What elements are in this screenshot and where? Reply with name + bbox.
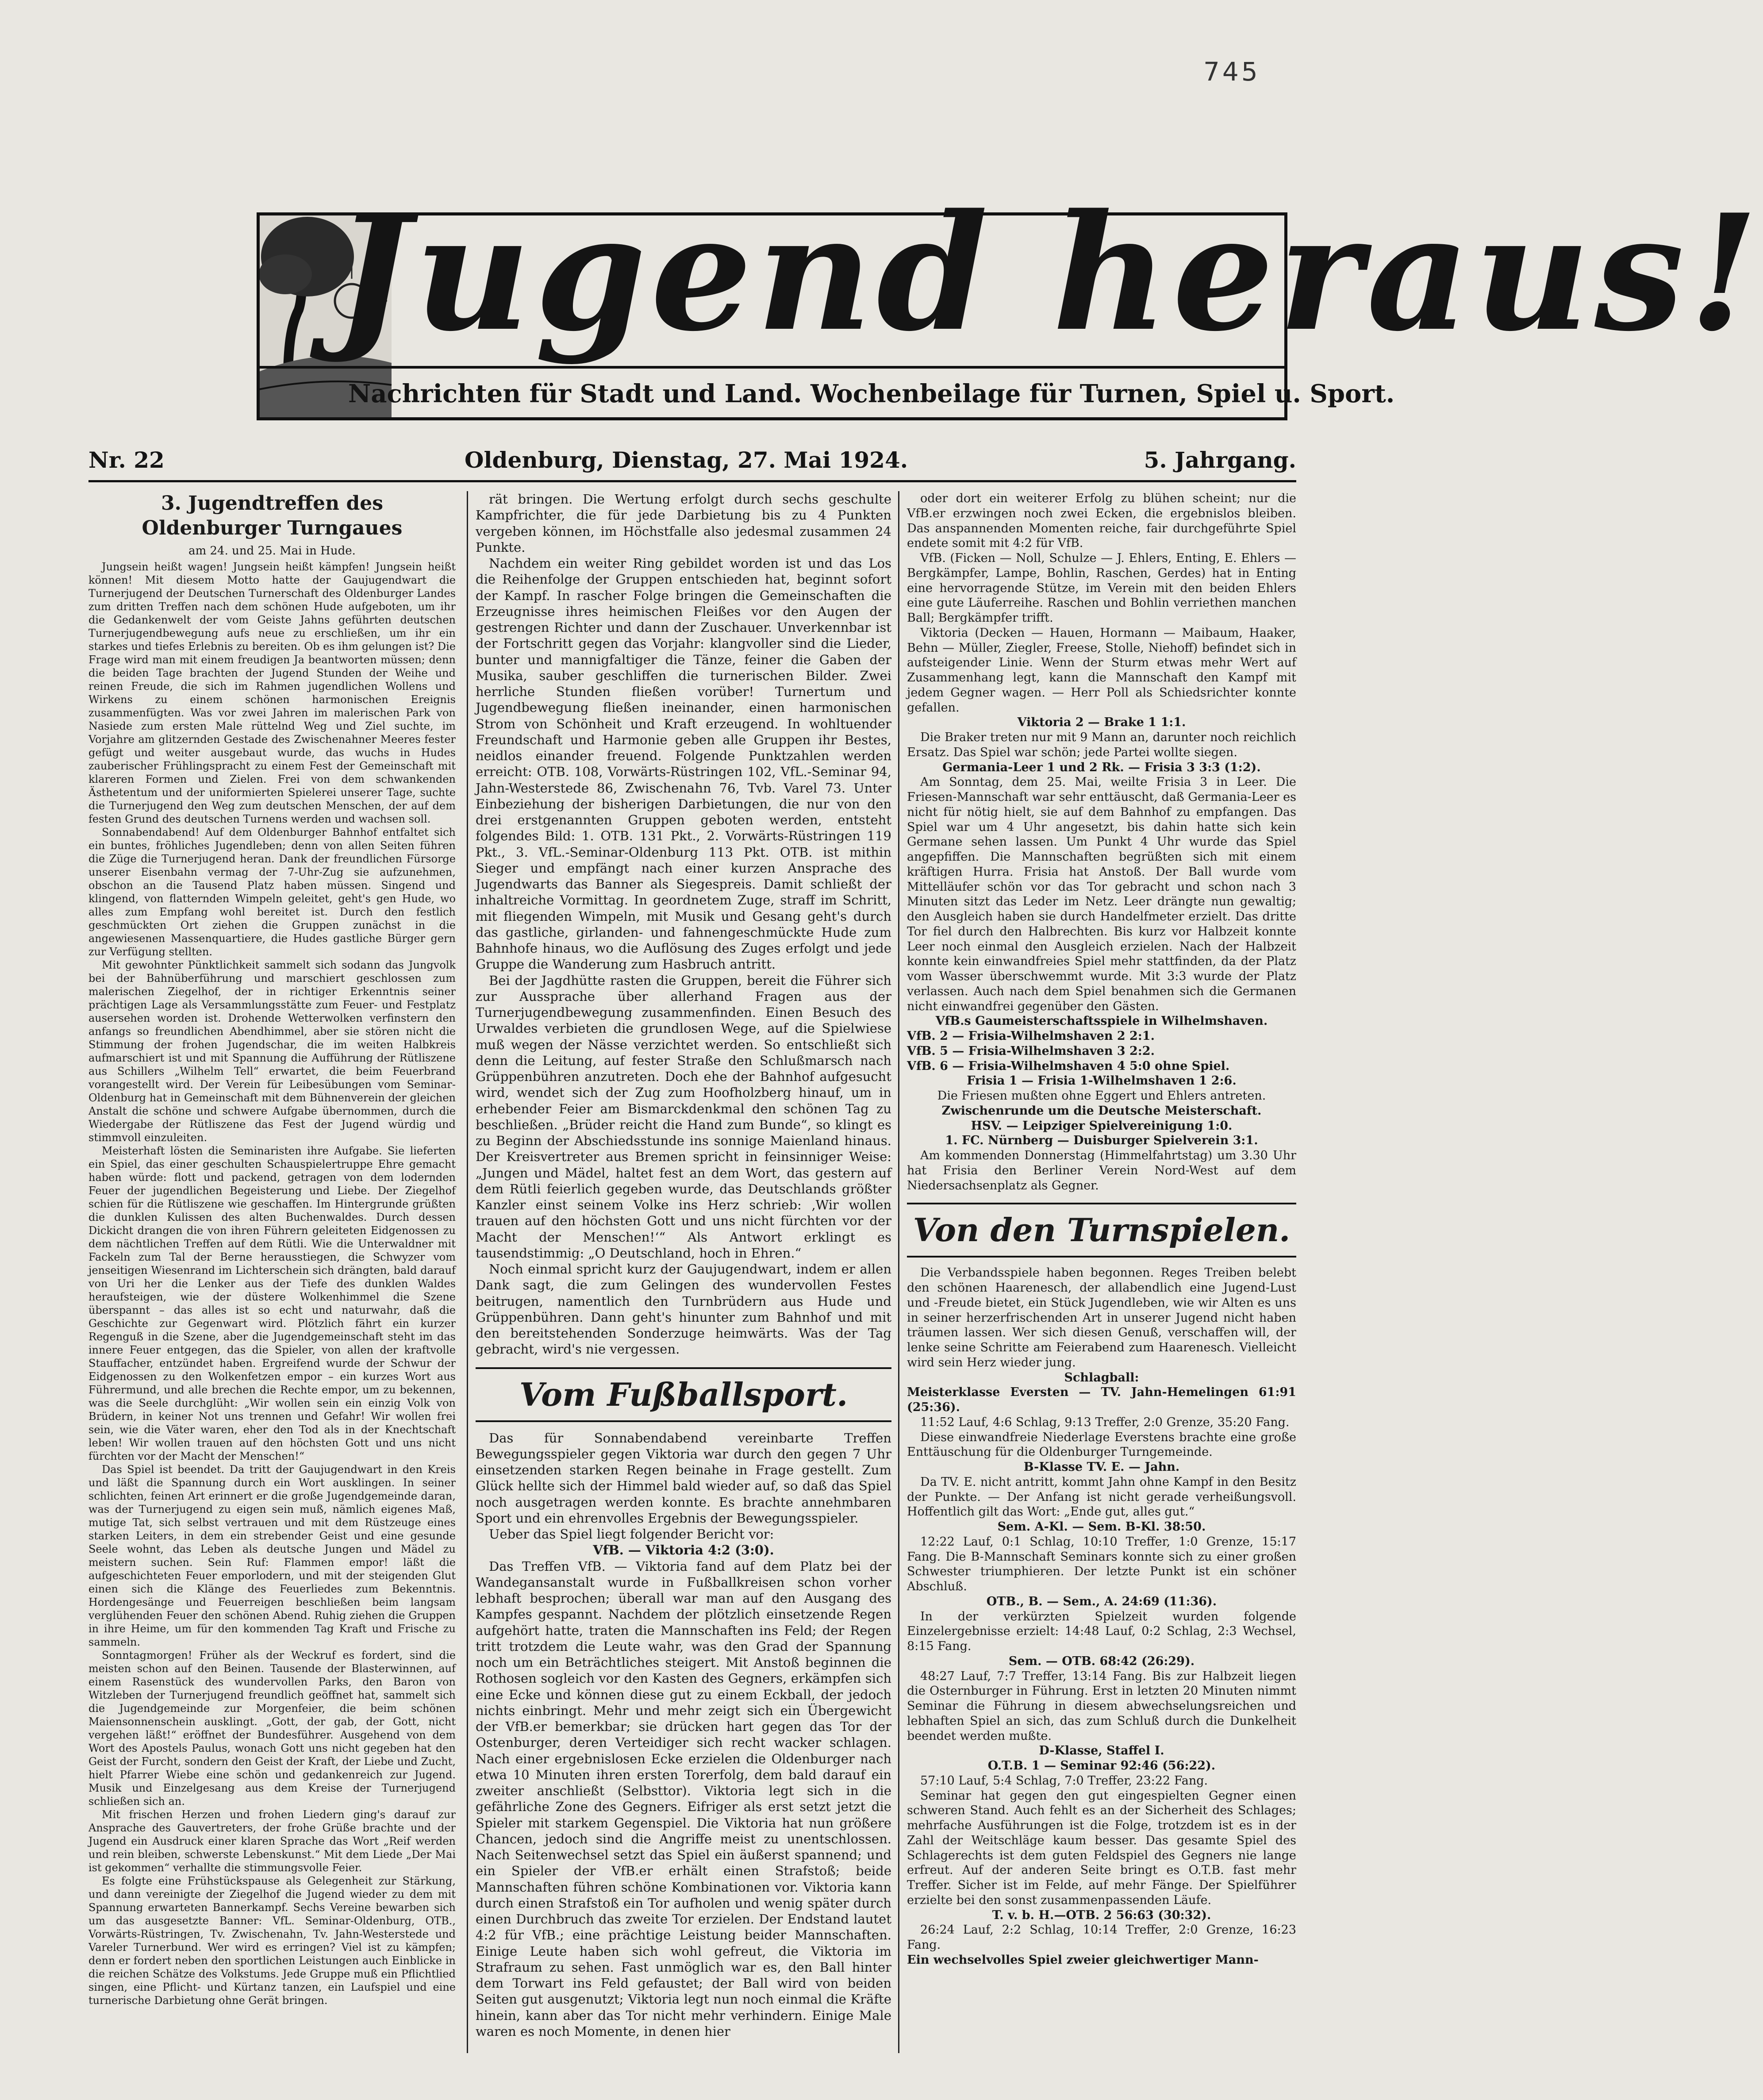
issue-dateline: Oldenburg, Dienstag, 27. Mai 1924. bbox=[465, 447, 908, 473]
column-divider bbox=[898, 491, 899, 2053]
paragraph: Da TV. E. nicht antritt, kommt Jahn ohne Kampf in den Besitz der Punkte. — Der Anfang ist nicht gerade verheißungsvoll. Hoffentlich gilt das Wort: „Ende gut, alles gut.“ bbox=[907, 1475, 1296, 1519]
result-line: VfB. 5 — Frisia-Wilhelmshaven 3 2:2. bbox=[907, 1044, 1155, 1058]
paragraph: Ein wechselvolles Spiel zweier gleichwertiger Mann- bbox=[907, 1953, 1259, 1967]
paragraph: Das Spiel ist beendet. Da tritt der Gaujugendwart in den Kreis und läßt die Spannung durch ein Wort ausklingen. In seiner schlichten, feinen Art erinnert er die große Jugendgemeinde daran, was der Turnerjugend zu eigen sein muß, nämlich eigenes Maß, mutige Tat, sich selbst vertrauen und mit dem Rüstzeuge eines starken Leiters, in dem ein strebender Geist und eine gesunde Seele wohnt, das Leben als deutsche Jungen und Mädel zu meistern suchen. Sein Ruf: Flammen empor! läßt die aufgeschichteten Feuer emporlodern, und mit der steigenden Glut einen sich die Klänge des Feuerliedes zum Bekenntnis. Hordengesänge und Feuerreigen beschließen beim langsam verglühenden Feuer den schönen Abend. Ruhig ziehen die Gruppen in ihre Heime, um für den kommenden Tag Kraft und Frische zu sammeln. bbox=[88, 1463, 456, 1648]
result-line: VfB. 2 — Frisia-Wilhelmshaven 2 2:1. bbox=[907, 1029, 1155, 1043]
results-title: VfB.s Gaumeisterschaftsspiele in Wilhelmshaven. bbox=[935, 1014, 1268, 1028]
paragraph: Sonntagmorgen! Früher als der Weckruf es fordert, sind die meisten schon auf den Beinen. Tausende der Blasterwinnen, auf einem Rasenstück des wundervollen Parks, den Baron von Witzleben der Turnerjugend freundlich geöffnet hat, sammelt sich die Jugendgemeinde zur Morgenfeier, die beim schönen Maiensonnenschein ausklingt. „Gott, der gab, der Gott, nicht vergehen läßt!“ eröffnet der Bundesführer. Ausgehend von dem Wort des Apostels Paulus, wonach Gott uns nicht gegeben hat den Geist der Furcht, sondern den Geist der Kraft, der Liebe und Zucht, hielt Pfarrer Wiebe eine schön und gedankenreich zur Jugend. Musik und Einzelgesang aus dem Kreise der Turnerjugend schließen sich an. bbox=[88, 1649, 456, 1808]
paragraph: Das Treffen VfB. — Viktoria fand auf dem Platz bei der Wandegansanstalt wurde in Fußballkreisen schon vorher lebhaft besprochen; überall war man auf den Ausgang des Kampfes gespannt. Nachdem der plötzlich einsetzende Regen aufgehört hatte, traten die Mannschaften ins Feld; der Regen tritt trotzdem die Leute wahr, was den Grad der Spannung noch um ein Beträchtliches steigert. Mit Anstoß beginnen die Rothosen sogleich vor den Kasten des Gegners, erkämpfen sich eine Ecke und können diese gut zu einem Eckball, der jedoch nichts einbringt. Mehr und mehr zeigt sich ein Übergewicht der VfB.er bemerkbar; sie drücken hart gegen das Tor der Ostenburger, deren Verteidiger sich recht wacker schlagen. Nach einer ergebnislosen Ecke erzielen die Oldenburger nach etwa 10 Minuten ihren ersten Torerfolg, dem bald darauf ein zweiter anschließt (Selbsttor). Viktoria legt sich in die gefährliche Zone des Gegners. Eifriger als erst setzt jetzt die Spieler mit starkem Gegenspiel. Die Viktoria hat nun größere Chancen, jedoch sind die Angriffe meist zu unentschlossen. Nach Seitenwechsel setzt das Spiel ein äußerst spannend; und ein Spieler der VfB.er erhält einen Strafstoß; beide Mannschaften führen schöne Kombinationen vor. Viktoria kann durch einen Strafstoß ein Tor aufholen und wenig später durch einen Durchbruch das zweite Tor erzielen. Der Endstand lautet 4:2 für VfB.; eine prächtige Leistung beider Mannschaften. Einige Leute haben sich wohl gefreut, die Viktoria im Strafraum zu sehen. Fast unmöglich war es, den Ball hinter dem Torwart ins Feld gefaustet; der Ball wird von beiden Seiten gut ausgenutzt; Viktoria legt nun noch einmal die Kräfte hinein, kann aber das Tor nicht mehr verhindern. Einige Male waren es noch Momente, in denen hier bbox=[476, 1558, 891, 2039]
paragraph: Ueber das Spiel liegt folgender Bericht vor: bbox=[489, 1527, 774, 1542]
match-title: OTB., B. — Sem., A. 24:69 (11:36). bbox=[986, 1594, 1217, 1608]
section-title-football: Vom Fußballsport. bbox=[476, 1367, 891, 1422]
match-title: Germania-Leer 1 und 2 Rk. — Frisia 3 3:3 (1:2). bbox=[942, 760, 1261, 774]
paragraph: Sonnabendabend! Auf dem Oldenburger Bahnhof entfaltet sich ein buntes, fröhliches Jugendleben; denn von allen Seiten führen die Züge die Turnerjugend heran. Dank der freundlichen Fürsorge unserer Eisenbahn vermag der 7-Uhr-Zug sie aufzunehmen, obschon an die Tausend Platz haben müssen. Singend und klingend, von flatternden Wimpeln geleitet, geht's gen Hude, wo alles zum Empfang wohl bereitet ist. Durch den festlich geschmückten Ort ziehen die Gruppen zunächst in die angewiesenen Massenquartiere, die Hudes gastliche Bürger gern zur Verfügung stellten. bbox=[88, 826, 456, 958]
paragraph: oder dort ein weiterer Erfolg zu blühen scheint; nur die VfB.er erzwingen noch zwei Ecken, die ergebnislos bleiben. Das anspannenden Momenten reiche, fair durchgeführte Spiel endete somit mit 4:2 für VfB. bbox=[907, 492, 1296, 550]
article-headline: 3. Jugendtreffen des Oldenburger Turngaues bbox=[142, 492, 403, 539]
issue-number: Nr. 22 bbox=[88, 447, 165, 473]
paragraph: Diese einwandfreie Niederlage Everstens brachte eine große Enttäuschung für die Oldenburger Turngemeinde. bbox=[907, 1430, 1296, 1459]
paragraph: Die Verbandsspiele haben begonnen. Reges Treiben belebt den schönen Haarenesch, der allabendlich eine Jugend-Lust und -Freude bietet, ein Stück Jugendleben, wie wir Alten es uns in seiner herzerfrischenden Art in unserer Jugend nicht haben träumen lassen. Wer sich diesen Genuß, verschaffen will, der lenke seine Schritte am Feierabend zum Haarenesch. Vielleicht wird sein Herz wieder jung. bbox=[907, 1266, 1296, 1369]
article-subline: am 24. und 25. Mai in Hude. bbox=[188, 544, 356, 558]
paragraph: 12:22 Lauf, 0:1 Schlag, 10:10 Treffer, 1:0 Grenze, 15:17 Fang. Die B-Mannschaft Seminars konnte sich zu einer großen Schwester triumphieren. Der letzte Punkt ist ein schöner Abschluß. bbox=[907, 1535, 1296, 1593]
paragraph: VfB. (Ficken — Noll, Schulze — J. Ehlers, Enting, E. Ehlers — Bergkämpfer, Lampe, Bohlin, Raschen, Gerdes) hat in Enting eine hervorragende Stütze, im Verein mit den beiden Ehlers eine gute Läuferreihe. Raschen und Bohlin verriethen manchen Ball; Bergkämpfer trifft. bbox=[907, 551, 1296, 625]
subsection-title: D-Klasse, Staffel I. bbox=[1039, 1744, 1164, 1758]
issue-line bbox=[88, 447, 1296, 478]
paragraph: rät bringen. Die Wertung erfolgt durch sechs geschulte Kampfrichter, die für jede Darbietung bis zu 4 Punkten vergeben können, im Höchstfalle also jedesmal zusammen 24 Punkte. bbox=[476, 492, 891, 555]
paragraph: Bei der Jagdhütte rasten die Gruppen, bereit die Führer sich zur Aussprache über allerhand Fragen aus der Turnerjugendbewegung zusammenfinden. Einen Besuch des Urwaldes verbieten die grundlosen Wege, auf die Spielwiese muß wegen der Nässe verzichtet werden. So entschließt sich denn die Leitung, auf fester Straße den Schlußmarsch nach Grüppenbühren anzutreten. Doch ehe der Bahnhof aufgesucht wird, wendet sich der Zug zum Hoofholzberg hinauf, um in erhebender Feier am Bismarckdenkmal den schönen Tag zu beschließen. „Brüder reicht die Hand zum Bunde“, so klingt es zu Beginn der Abschiedsstunde ins sonnige Maienland hinaus. Der Kreisvertreter aus Bremen spricht in feinsinniger Weise: „Jungen und Mädel, haltet fest an dem Wort, das gestern auf dem Rütli feierlich gegeben wurde, das Deutschlands größter Kanzler einst seinem Volke ins Herz schrieb: ‚Wir wollen trauen auf den höchsten Gott und uns nicht fürchten vor der Macht der Menschen!‘“ Als Antwort erklingt es tausendstimmig: „O Deutschland, hoch in Ehren.“ bbox=[476, 973, 891, 1261]
result-line: Frisia 1 — Frisia 1-Wilhelmshaven 1 2:6. bbox=[967, 1074, 1237, 1088]
issue-year: 5. Jahrgang. bbox=[1144, 447, 1296, 473]
subsection-title: Schlagball: bbox=[1064, 1370, 1139, 1385]
match-title: T. v. b. H.—OTB. 2 56:63 (30:32). bbox=[992, 1908, 1211, 1922]
page-number: 745 bbox=[1203, 57, 1260, 87]
result-line: HSV. — Leipziger Spielvereinigung 1:0. bbox=[971, 1119, 1233, 1133]
paragraph: Jungsein heißt wagen! Jungsein heißt kämpfen! Jungsein heißt können! Mit diesem Motto hatte der Gaujugendwart die Turnerjugend der Deutschen Turnerschaft des Oldenburger Landes zum dritten Treffen nach dem schönen Hude aufgeboten, um ihr die Gedankenwelt der vom Geiste Jahns geführten deutschen Turnerjugendbewegung aufs neue zu erschließen, um ihr ein starkes und tiefes Erlebnis zu bereiten. Ob es ihm gelungen ist? Die Frage wird man mit einem freudigen Ja beantworten müssen; denn die beiden Tage brachten der Jugend Stunden der Weihe und reinen Freude, die sich im Rahmen jugendlichen Wollens und Wirkens zu einem schönen harmonischen Ereignis zusammenfügten. Was vor zwei Jahren im malerischen Park von Nasiede zum ersten Male rüttelnd Weg und Ziel suchte, im Vorjahre am glitzernden Gestade des Zwischenahner Meeres fester gefügt und weiter ausgebaut wurde, das wuchs in Hudes zauberischer Frühlingspracht zu einem Fest der Gemeinschaft mit klareren Formen und Zielen. Frei von dem schwankenden Ästhetentum und der uniformierten Spielerei unserer Tage, suchte die Turnerjugend den Weg zum deutschen Menschen, der auf dem festen Grund des deutschen Turnens werden und wachsen soll. bbox=[88, 561, 456, 825]
paragraph: Am Sonntag, dem 25. Mai, weilte Frisia 3 in Leer. Die Friesen-Mannschaft war sehr enttäuscht, daß Germania-Leer es nicht für nötig hielt, sie auf dem Bahnhof zu empfangen. Das Spiel war um 4 Uhr angesetzt, bis dahin hatte sich kein Germane sehen lassen. Um Punkt 4 Uhr wurde das Spiel angepfiffen. Die Mannschaften begrüßten sich mit einem kräftigen Hurra. Frisia hat Anstoß. Der Ball wurde vom Mittelläufer schön vor das Tor gebracht und schon nach 3 Minuten sitzt das Leder im Netz. Leer drängte nun gewaltig; den Ausgleich haben sie durch Handelfmeter erzielt. Das dritte Tor fiel durch den Halbrechten. Bis kurz vor Halbzeit konnte Leer noch einmal den Ausgleich erzielen. Nach der Halbzeit konnte kein einwandfreies Spiel mehr stattfinden, da der Platz vom Wasser überschwemmt wurde. Mit 3:3 wurde der Platz verlassen. Auch nach dem Spiel benahmen sich die Germanen nicht einwandfrei gegenüber den Gästen. bbox=[907, 775, 1296, 1013]
paragraph: 48:27 Lauf, 7:7 Treffer, 13:14 Fang. Bis zur Halbzeit liegen die Osternburger in Führung. Erst in letzten 20 Minuten nimmt Seminar die Führung in diesem abwechselungsreichen und lebhaften Spiel an sich, das zum Schluß durch die Dunkelheit beendet werden mußte. bbox=[907, 1669, 1296, 1743]
match-title: Viktoria 2 — Brake 1 1:1. bbox=[1017, 715, 1186, 730]
paragraph: Seminar hat gegen den gut eingespielten Gegner einen schweren Stand. Auch fehlt es an der Sicherheit des Schlages; mehrfache Ausführungen ist die Folge, trotzdem ist es in der Zahl der Weitschläge kaum besser. Das gesamte Spiel des Schlagerechts ist dem guten Feldspiel des Gegners nie lange erfreut. Auf der anderen Seite bringt es O.T.B. fast mehr Treffer. Sicher ist im Felde, auf mehr Fänge. Der Spielführer erzielte bei den sonst zusammenpassenden Läufe. bbox=[907, 1788, 1296, 1907]
result-line: Meisterklasse Eversten — TV. Jahn-Hemelingen 61:91 (25:36). bbox=[907, 1385, 1296, 1414]
paragraph: Meisterhaft lösten die Seminaristen ihre Aufgabe. Sie lieferten ein Spiel, das einer geschulten Schauspielertruppe Ehre gemacht haben würde: flott und packend, getragen von dem lodernden Feuer der jugendlichen Begeisterung und Liebe. Der Ziegelhof schien für die Rütliszene wie geschaffen. Im Hintergrunde grüßten die dunklen Kulissen des alten Buchenwaldes. Durch dessen Dickicht drangen die von ihren Führern geleiteten Eidgenossen zu dem nächtlichen Treffen auf dem Rütli. Wie die Unterwaldner mit Fackeln zum Tal der Berne herausstiegen, die Schwyzer vom jenseitigen Wiesenrand im Lichterschein sich drängten, bald darauf von Uri her die Lenker aus der Tiefe des dunklen Waldes heraufsteigen, wie der düstere Wolkenhimmel die Szene überspannt – das alles ist so echt und naturwahr, daß die Geschichte zur Gegenwart wird. Plötzlich fährt ein kurzer Regenguß in die Szene, aber die Jugendgemeinschaft steht im das innere Feuer entgegen, das die Spieler, von allen der kraftvolle Stauffacher, entzündet haben. Ergreifend wurde der Schwur der Eidgenossen zu den Wolkenfetzen empor – ein kurzes Wort aus Führermund, und alle brechen die Rechte empor, um zu bekennen, was die Seele durchglüht: „Wir wollen sein ein einzig Volk von Brüdern, in keiner Not uns trennen und Gefahr! Wir wollen frei sein, wie die Väter waren, eher den Tod als in der Knechtschaft leben! Wir wollen trauen auf den höchsten Gott und uns nicht fürchten vor der Macht der Menschen!“ bbox=[88, 1145, 456, 1462]
result-line: VfB. 6 — Frisia-Wilhelmshaven 4 5:0 ohne Spiel. bbox=[907, 1059, 1230, 1073]
paragraph: Noch einmal spricht kurz der Gaujugendwart, indem er allen Dank sagt, die zum Gelingen des wundervollen Festes beitrugen, namentlich den Turnbrüdern aus Hude und Grüppenbühren. Dann geht's hinunter zum Bahnhof und mit den bereitstehenden Sonderzuge heimwärts. Was der Tag gebracht, wird's nie vergessen. bbox=[476, 1262, 891, 1357]
paragraph: Mit frischen Herzen und frohen Liedern ging's darauf zur Ansprache des Gauvertreters, der frohe Grüße brachte und der Jugend ein Ausdruck einer klaren Sprache das Wort „Reif werden und rein bleiben, schwerste Lebenskunst.“ Mit dem Liede „Der Mai ist gekommen“ verhallte die stimmungsvolle Feier. bbox=[88, 1808, 456, 1874]
column-1 bbox=[88, 491, 456, 2007]
masthead-subtitle: Nachrichten für Stadt und Land. Wochenbeilage für Turnen, Spiel u. Sport. bbox=[348, 379, 1395, 408]
match-title: Sem. — OTB. 68:42 (26:29). bbox=[1008, 1654, 1195, 1668]
match-title: O.T.B. 1 — Seminar 92:46 (56:22). bbox=[987, 1759, 1216, 1773]
paragraph: Am kommenden Donnerstag (Himmelfahrtstag) um 3.30 Uhr hat Frisia den Berliner Verein Nord-West auf dem Niedersachsenplatz als Gegner. bbox=[907, 1149, 1296, 1192]
match-title: B-Klasse TV. E. — Jahn. bbox=[1023, 1460, 1180, 1474]
masthead bbox=[257, 179, 1763, 420]
paragraph: Das für Sonnabendabend vereinbarte Treffen Bewegungsspieler gegen Viktoria war durch den gegen 7 Uhr einsetzenden starken Regen beinahe in Frage gestellt. Zum Glück hellte sich der Himmel bald wieder auf, so daß das Spiel noch ausgetragen werden konnte. Es brachte annehmbaren Sport und ein ehrenvolles Ergebnis der Bewegungsspieler. bbox=[476, 1430, 891, 1526]
header-rule bbox=[88, 480, 1296, 482]
masthead-title: Jugend heraus! bbox=[335, 179, 1763, 366]
results-title: Zwischenrunde um die Deutsche Meisterschaft. bbox=[941, 1104, 1262, 1118]
paragraph: Nachdem ein weiter Ring gebildet worden ist und das Los die Reihenfolge der Gruppen entschieden hat, beginnt sofort der Kampf. In rascher Folge bringen die Gemeinschaften die Erzeugnisse ihres heimischen Fleißes vor den Augen der gestrengen Richter und dann der Zuschauer. Unverkennbar ist der Fortschritt gegen das Vorjahr: klangvoller sind die Lieder, bunter und mannigfaltiger die Tänze, feiner die Gaben der Musika, sauber geschliffen die turnerischen Bilder. Zwei herrliche Stunden fließen vorüber! Turnertum und Jugendbewegung fließen ineinander, einen harmonischen Strom von Schönheit und Kraft erzeugend. In wohltuender Freundschaft und Harmonie geben alle Gruppen ihr Bestes, neidlos einander freuend. Folgende Punktzahlen werden erreicht: OTB. 108, Vorwärts-Rüstringen 102, VfL.-Seminar 94, Jahn-Westerstede 86, Zwischenahn 76, Tvb. Varel 73. Unter Einbeziehung der bisherigen Darbietungen, die nur von den drei erstgenannten Gruppen geboten werden, entsteht folgendes Bild: 1. OTB. 131 Pkt., 2. Vorwärts-Rüstringen 119 Pkt., 3. VfL.-Seminar-Oldenburg 113 Pkt. OTB. ist mithin Sieger und empfängt nach einer kurzen Ansprache des Jugendwarts das Banner als Siegespreis. Damit schließt der inhaltreiche Vormittag. In geordnetem Zuge, straff im Schritt, mit fliegenden Wimpeln, mit Musik und Gesang geht's durch das gastliche, girlanden- und fahnengeschmückte Hude zum Bahnhofe hinaus, wo die Auflösung des Zuges erfolgt und jede Gruppe die Wanderung zum Hasbruch antritt. bbox=[476, 556, 891, 972]
column-2 bbox=[476, 491, 891, 2039]
match-title: VfB. — Viktoria 4:2 (3:0). bbox=[593, 1542, 774, 1558]
result-line: 11:52 Lauf, 4:6 Schlag, 9:13 Treffer, 2:0 Grenze, 35:20 Fang. bbox=[920, 1415, 1290, 1429]
match-title: Sem. A-Kl. — Sem. B-Kl. 38:50. bbox=[997, 1520, 1206, 1534]
column-3 bbox=[907, 491, 1296, 1968]
result-line: 57:10 Lauf, 5:4 Schlag, 7:0 Treffer, 23:22 Fang. bbox=[920, 1773, 1208, 1788]
column-divider bbox=[467, 491, 468, 2053]
section-title-turnspiele: Von den Turnspielen. bbox=[907, 1203, 1296, 1258]
result-note: Die Friesen mußten ohne Eggert und Ehlers antreten. bbox=[937, 1089, 1266, 1103]
paragraph: Es folgte eine Frühstückspause als Gelegenheit zur Stärkung, und dann vereinigte der Ziegelhof die Jugend wieder zu dem mit Spannung erwarteten Bannerkampf. Sechs Vereine bewarben sich um das ausgesetzte Banner: VfL. Seminar-Oldenburg, OTB., Vorwärts-Rüstringen, Tv. Zwischenahn, Tv. Jahn-Westerstede und Vareler Turnerbund. Wer wird es erringen? Viel ist zu kämpfen; denn er fordert neben den sportlichen Leistungen auch Einblicke in die reichen Schätze des Volkstums. Jede Gruppe muß ein Pflichtlied singen, eine Pflicht- und Kürtanz tanzen, ein Laufspiel und eine turnerische Darbietung ohne Gerät bringen. bbox=[88, 1875, 456, 2007]
paragraph: Viktoria (Decken — Hauen, Hormann — Maibaum, Haaker, Behn — Müller, Ziegler, Freese, Stolle, Niehoff) befindet sich in aufsteigender Linie. Wenn der Sturm etwas mehr Wert auf Zusammenhang legt, kann die Mannschaft den Kampf mit jedem Gegner wagen. — Herr Poll als Schiedsrichter konnte gefallen. bbox=[907, 626, 1296, 715]
paragraph: Die Braker treten nur mit 9 Mann an, darunter noch reichlich Ersatz. Das Spiel war schön; jede Partei wollte siegen. bbox=[907, 731, 1296, 759]
result-line: 1. FC. Nürnberg — Duisburger Spielverein 3:1. bbox=[945, 1134, 1258, 1148]
result-line: 26:24 Lauf, 2:2 Schlag, 10:14 Treffer, 2:0 Grenze, 16:23 Fang. bbox=[907, 1923, 1296, 1952]
paragraph: Mit gewohnter Pünktlichkeit sammelt sich sodann das Jungvolk bei der Bahnüberführung und marschiert geschlossen zum malerischen Ziegelhof, der in richtiger Erkenntnis seiner prächtigen Lage als Versammlungsstätte zum Feuer- und Festplatz ausersehen worden ist. Drohende Wetterwolken verfinstern den anfangs so freundlichen Abendhimmel, aber sie stören nicht die Stimmung der frohen Jugendschar, die im weiten Halbkreis aufmarschiert ist und mit Spannung die Aufführung der Rütliszene aus Schillers „Wilhelm Tell“ erwartet, die beim Feuerbrand vorangestellt wird. Der Verein für Leibesübungen vom Seminar-Oldenburg hat in Gemeinschaft mit dem Bühnenverein der gleichen Anstalt die schöne und schwere Aufgabe übernommen, durch die Wiedergabe der Rütliszene das Fest der Jugend würdig und stimmvoll einzuleiten. bbox=[88, 959, 456, 1144]
masthead-divider bbox=[260, 366, 1284, 369]
paragraph: In der verkürzten Spielzeit wurden folgende Einzelergebnisse erzielt: 14:48 Lauf, 0:2 Schlag, 2:3 Wechsel, 8:15 Fang. bbox=[907, 1609, 1296, 1653]
